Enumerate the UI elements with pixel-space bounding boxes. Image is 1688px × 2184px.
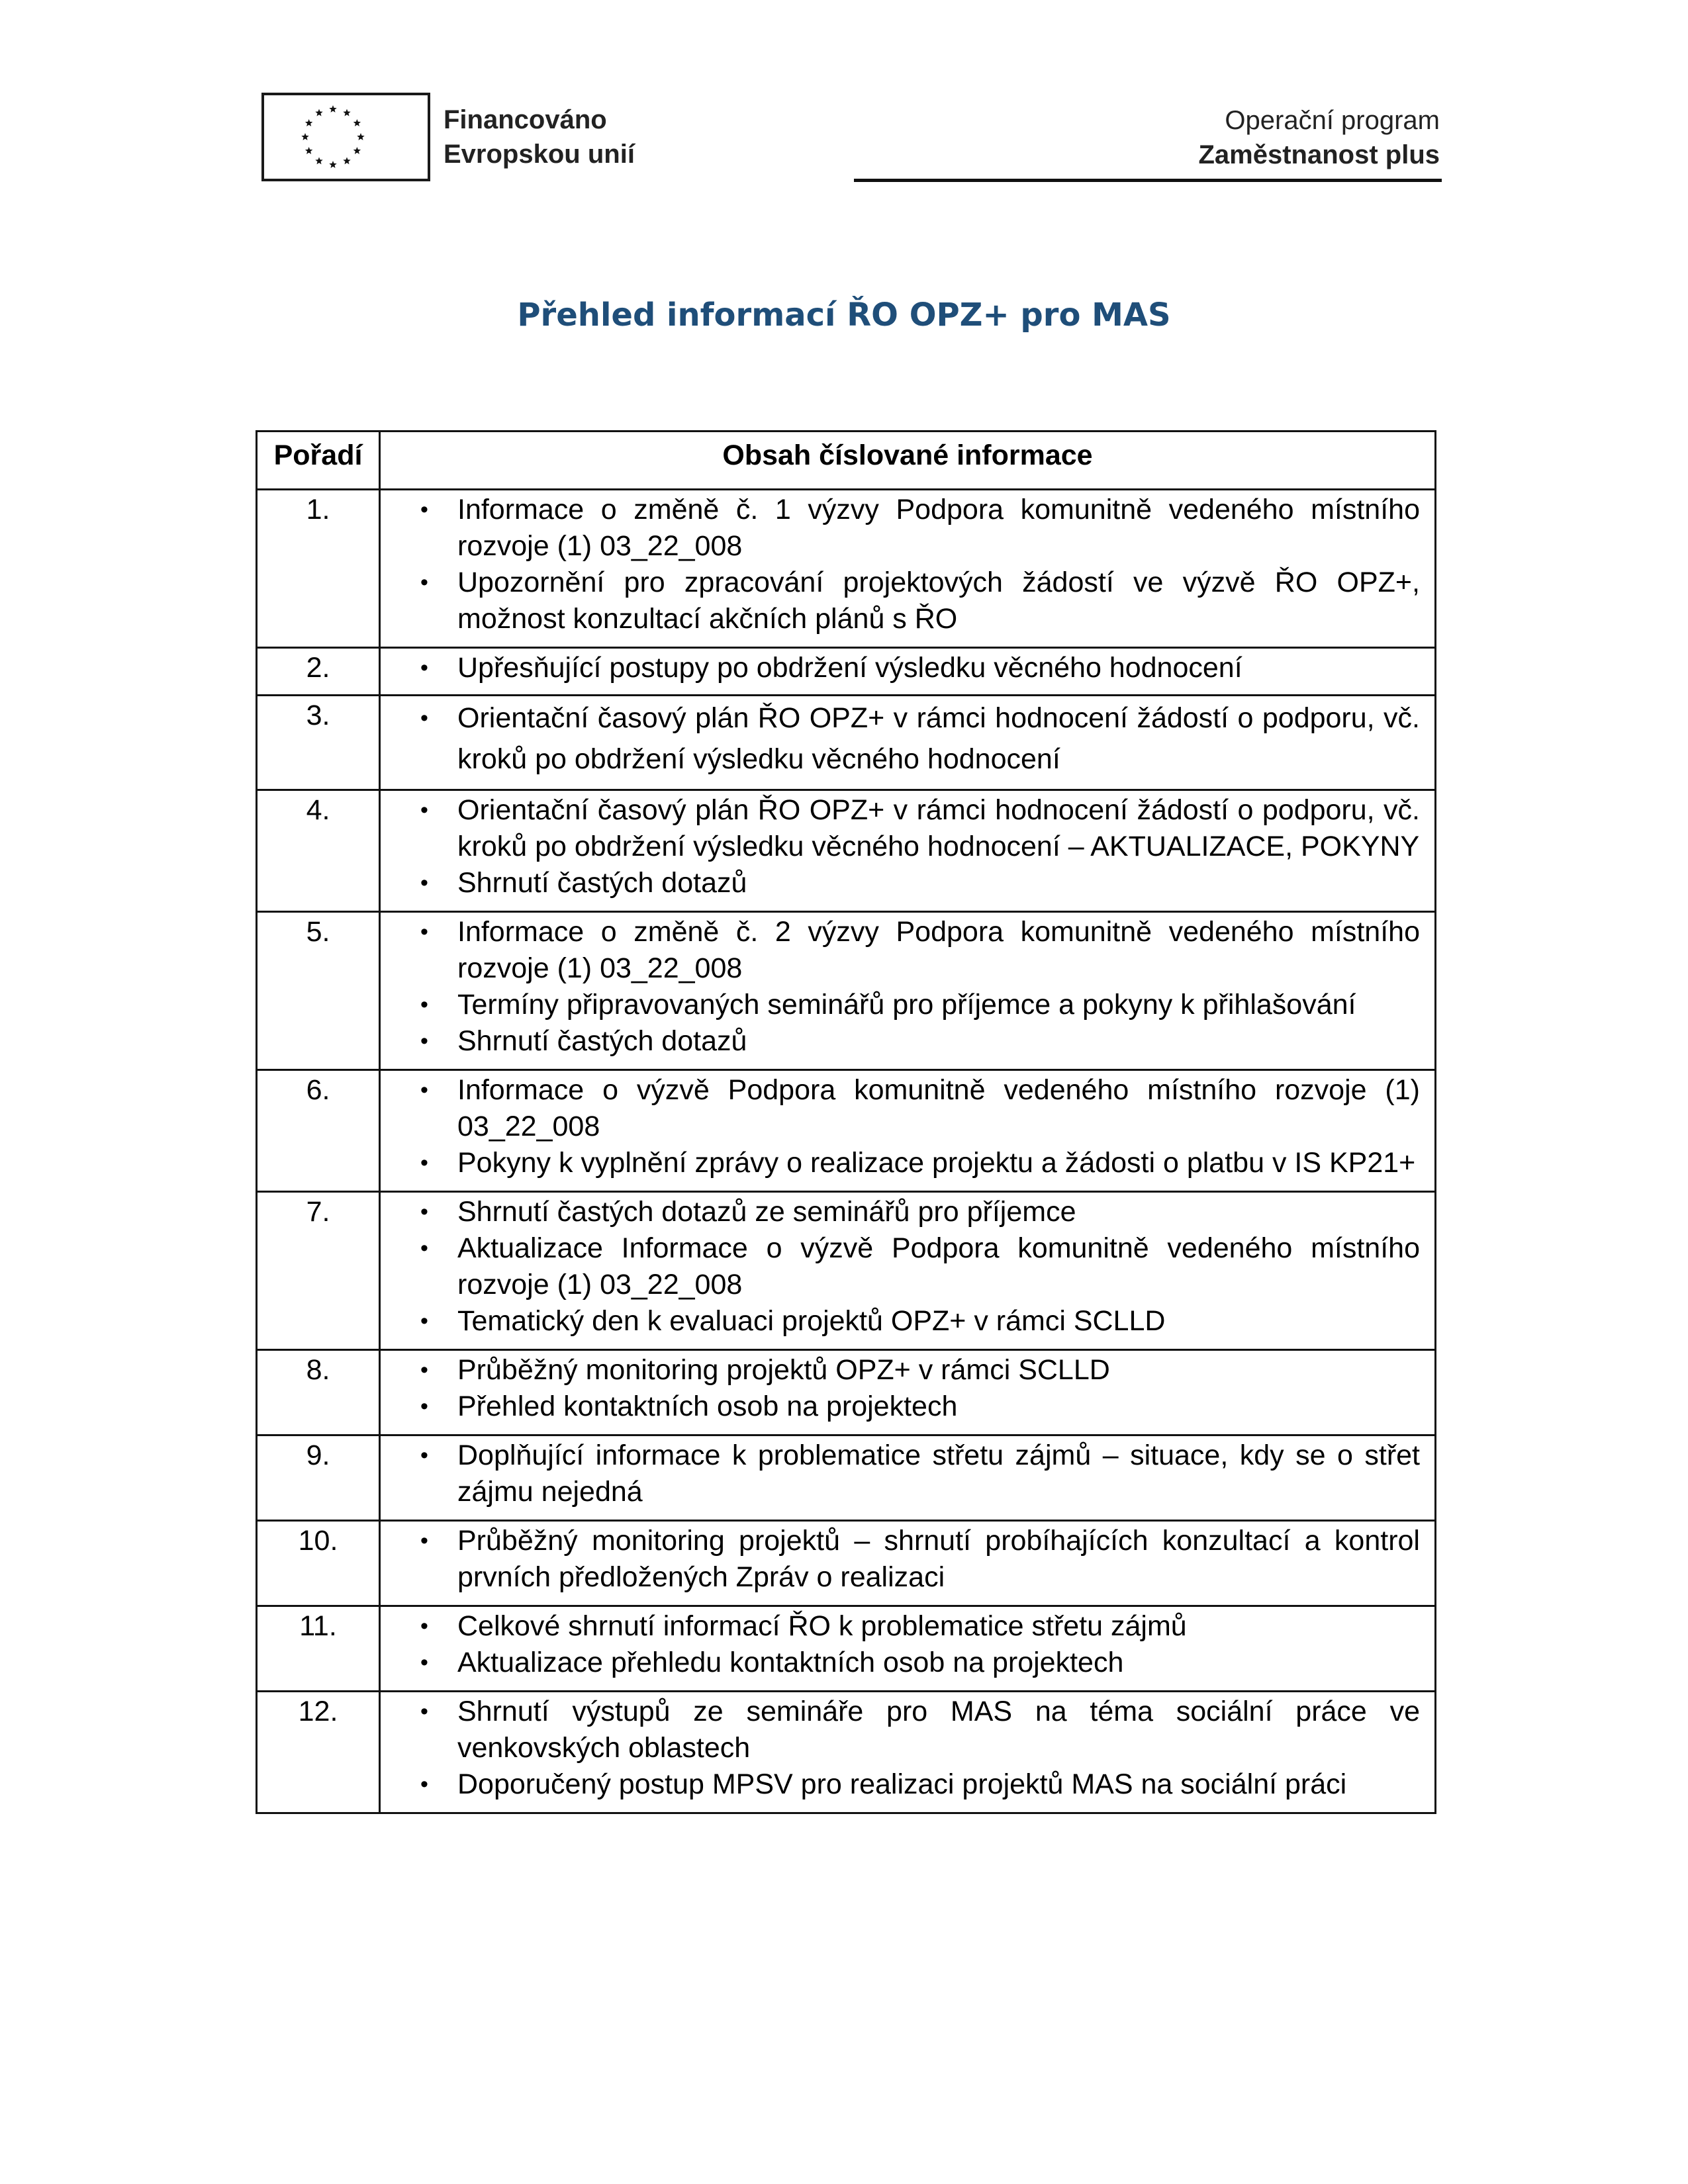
- row-order: 10.: [257, 1521, 380, 1606]
- bullet-icon: •: [420, 1528, 428, 1553]
- row-content: [380, 1692, 1436, 1813]
- row-order: 4.: [257, 790, 380, 912]
- row-order: 5.: [257, 912, 380, 1070]
- row-order: 12.: [257, 1692, 380, 1813]
- list-item: [395, 1194, 1420, 1230]
- list-item: [395, 792, 1420, 865]
- header-order: Pořadí: [257, 432, 380, 490]
- bullet-icon: •: [420, 992, 428, 1017]
- list-item: [395, 1388, 1420, 1425]
- row-content: [380, 1521, 1436, 1606]
- list-item-text: Upřesňující postupy po obdržení výsledku věcného hodnocení: [457, 652, 1243, 684]
- star-icon: [353, 119, 361, 126]
- bullet-icon: •: [420, 1443, 428, 1468]
- row-order: 1.: [257, 490, 380, 648]
- bullet-icon: •: [420, 1650, 428, 1675]
- list-item: [395, 1352, 1420, 1388]
- list-item-text: Doporučený postup MPSV pro realizaci projektů MAS na sociální práci: [457, 1768, 1347, 1800]
- bullet-icon: •: [420, 1236, 428, 1261]
- list-item: [395, 1303, 1420, 1340]
- star-icon: [305, 147, 312, 154]
- bullet-icon: •: [420, 1028, 428, 1054]
- row-order: 9.: [257, 1435, 380, 1521]
- list-item: [395, 865, 1420, 901]
- bullet-list: [395, 914, 1420, 1060]
- bullet-list: [395, 1694, 1420, 1803]
- bullet-list: [395, 650, 1420, 686]
- table-row: [257, 1606, 1436, 1692]
- list-item-text: Doplňující informace k problematice střetu zájmů – situace, kdy se o střet zájmu nejedná: [457, 1439, 1420, 1508]
- list-item-text: Aktualizace Informace o výzvě Podpora komunitně vedeného místního rozvoje (1) 03_22_008: [457, 1232, 1420, 1300]
- table-header-row: [257, 432, 1436, 490]
- list-item: [395, 698, 1420, 780]
- bullet-icon: •: [420, 1308, 428, 1334]
- list-item: [395, 1230, 1420, 1303]
- bullet-list: [395, 1194, 1420, 1340]
- table-row: [257, 490, 1436, 648]
- table-row: [257, 1350, 1436, 1435]
- row-content: [380, 1192, 1436, 1350]
- table-row: [257, 912, 1436, 1070]
- list-item: [395, 650, 1420, 686]
- row-order: 8.: [257, 1350, 380, 1435]
- list-item-text: Orientační časový plán ŘO OPZ+ v rámci hodnocení žádostí o podporu, vč. kroků po obdržení výsledku věcného hodnocení – AKTUALIZACE, POKYNY: [457, 794, 1420, 862]
- star-icon: [315, 109, 322, 116]
- list-item-text: Shrnutí častých dotazů ze seminářů pro příjemce: [457, 1196, 1076, 1228]
- list-item-text: Tematický den k evaluaci projektů OPZ+ v rámci SCLLD: [457, 1305, 1166, 1337]
- bullet-list: [395, 698, 1420, 780]
- star-icon: [329, 105, 336, 113]
- row-content: [380, 648, 1436, 696]
- list-item: [395, 1145, 1420, 1181]
- row-content: [380, 1350, 1436, 1435]
- list-item: [395, 1023, 1420, 1060]
- bullet-list: [395, 1437, 1420, 1510]
- bullet-icon: •: [420, 497, 428, 522]
- star-icon: [315, 157, 322, 164]
- bullet-list: [395, 1072, 1420, 1181]
- star-icon: [343, 157, 350, 164]
- list-item-text: Informace o změně č. 2 výzvy Podpora komunitně vedeného místního rozvoje (1) 03_22_008: [457, 916, 1420, 984]
- row-order: 7.: [257, 1192, 380, 1350]
- bullet-icon: •: [420, 1772, 428, 1797]
- table-row: [257, 696, 1436, 790]
- row-content: [380, 912, 1436, 1070]
- list-item: [395, 1766, 1420, 1803]
- list-item: [395, 987, 1420, 1023]
- bullet-icon: •: [420, 1357, 428, 1383]
- eu-funding-text: [444, 103, 635, 171]
- table-row: [257, 1435, 1436, 1521]
- list-item-text: Pokyny k vyplnění zprávy o realizace projektu a žádosti o platbu v IS KP21+: [457, 1147, 1416, 1179]
- list-item-text: Orientační časový plán ŘO OPZ+ v rámci hodnocení žádostí o podporu, vč. kroků po obdržení výsledku věcného hodnocení: [457, 702, 1420, 775]
- table-row: [257, 1692, 1436, 1813]
- row-order: 11.: [257, 1606, 380, 1692]
- row-order: 6.: [257, 1070, 380, 1192]
- table-row: [257, 648, 1436, 696]
- row-content: [380, 490, 1436, 648]
- list-item-text: Termíny připravovaných seminářů pro příjemce a pokyny k přihlašování: [457, 989, 1356, 1021]
- row-content: [380, 790, 1436, 912]
- op-line-1: Operační program: [1225, 106, 1440, 135]
- bullet-icon: •: [420, 919, 428, 944]
- bullet-list: [395, 492, 1420, 637]
- list-item: [395, 914, 1420, 987]
- list-item: [395, 492, 1420, 565]
- eu-line-1: Financováno: [444, 105, 607, 134]
- star-icon: [329, 161, 336, 168]
- row-content: [380, 1070, 1436, 1192]
- eu-flag-icon: [261, 93, 430, 181]
- list-item-text: Shrnutí častých dotazů: [457, 1025, 747, 1057]
- bullet-icon: •: [420, 1077, 428, 1103]
- list-item: [395, 1523, 1420, 1596]
- list-item-text: Informace o změně č. 1 výzvy Podpora komunitně vedeného místního rozvoje (1) 03_22_008: [457, 494, 1420, 562]
- bullet-icon: •: [420, 570, 428, 595]
- list-item: [395, 1608, 1420, 1645]
- bullet-icon: •: [420, 655, 428, 680]
- op-line-2: Zaměstnanost plus: [1198, 140, 1440, 169]
- bullet-icon: •: [420, 1614, 428, 1639]
- list-item-text: Průběžný monitoring projektů – shrnutí probíhajících konzultací a kontrol prvních předložených Zpráv o realizaci: [457, 1525, 1420, 1593]
- header-divider: [854, 179, 1442, 182]
- list-item-text: Shrnutí častých dotazů: [457, 867, 747, 899]
- star-icon: [305, 119, 312, 126]
- bullet-icon: •: [420, 797, 428, 823]
- list-item-text: Shrnutí výstupů ze semináře pro MAS na téma sociální práce ve venkovských oblastech: [457, 1696, 1420, 1764]
- bullet-icon: •: [420, 870, 428, 895]
- list-item-text: Informace o výzvě Podpora komunitně vedeného místního rozvoje (1) 03_22_008: [457, 1074, 1420, 1142]
- list-item-text: Celkové shrnutí informací ŘO k problematice střetu zájmů: [457, 1610, 1187, 1642]
- bullet-list: [395, 1523, 1420, 1596]
- bullet-icon: •: [420, 1699, 428, 1724]
- bullet-icon: •: [420, 1394, 428, 1419]
- table-row: [257, 1070, 1436, 1192]
- star-icon: [343, 109, 350, 116]
- list-item-text: Průběžný monitoring projektů OPZ+ v rámci SCLLD: [457, 1354, 1110, 1386]
- star-icon: [301, 133, 308, 140]
- list-item-text: Upozornění pro zpracování projektových žádostí ve výzvě ŘO OPZ+, možnost konzultací akčních plánů s ŘO: [457, 567, 1420, 635]
- row-order: 3.: [257, 696, 380, 790]
- row-content: [380, 1435, 1436, 1521]
- list-item: [395, 1694, 1420, 1766]
- row-content: [380, 696, 1436, 790]
- header-content: Obsah číslované informace: [380, 432, 1436, 490]
- star-icon: [357, 133, 364, 140]
- table-row: [257, 1521, 1436, 1606]
- list-item: [395, 1072, 1420, 1145]
- list-item-text: Přehled kontaktních osob na projektech: [457, 1390, 958, 1422]
- table-row: [257, 1192, 1436, 1350]
- eu-line-2: Evropskou unií: [444, 140, 635, 169]
- list-item: [395, 1645, 1420, 1681]
- bullet-icon: •: [420, 1150, 428, 1175]
- list-item: [395, 565, 1420, 637]
- bullet-icon: •: [420, 1199, 428, 1224]
- bullet-list: [395, 1352, 1420, 1425]
- information-table: [256, 430, 1436, 1814]
- star-icon: [353, 147, 361, 154]
- document-title: Přehled informací ŘO OPZ+ pro MAS: [517, 296, 1171, 334]
- bullet-list: [395, 792, 1420, 901]
- bullet-list: [395, 1608, 1420, 1681]
- list-item-text: Aktualizace přehledu kontaktních osob na projektech: [457, 1647, 1124, 1678]
- row-content: [380, 1606, 1436, 1692]
- table-row: [257, 790, 1436, 912]
- bullet-icon: •: [420, 705, 428, 731]
- operational-programme-label: [1198, 103, 1440, 172]
- row-order: 2.: [257, 648, 380, 696]
- eu-funding-logo: [261, 93, 635, 181]
- list-item: [395, 1437, 1420, 1510]
